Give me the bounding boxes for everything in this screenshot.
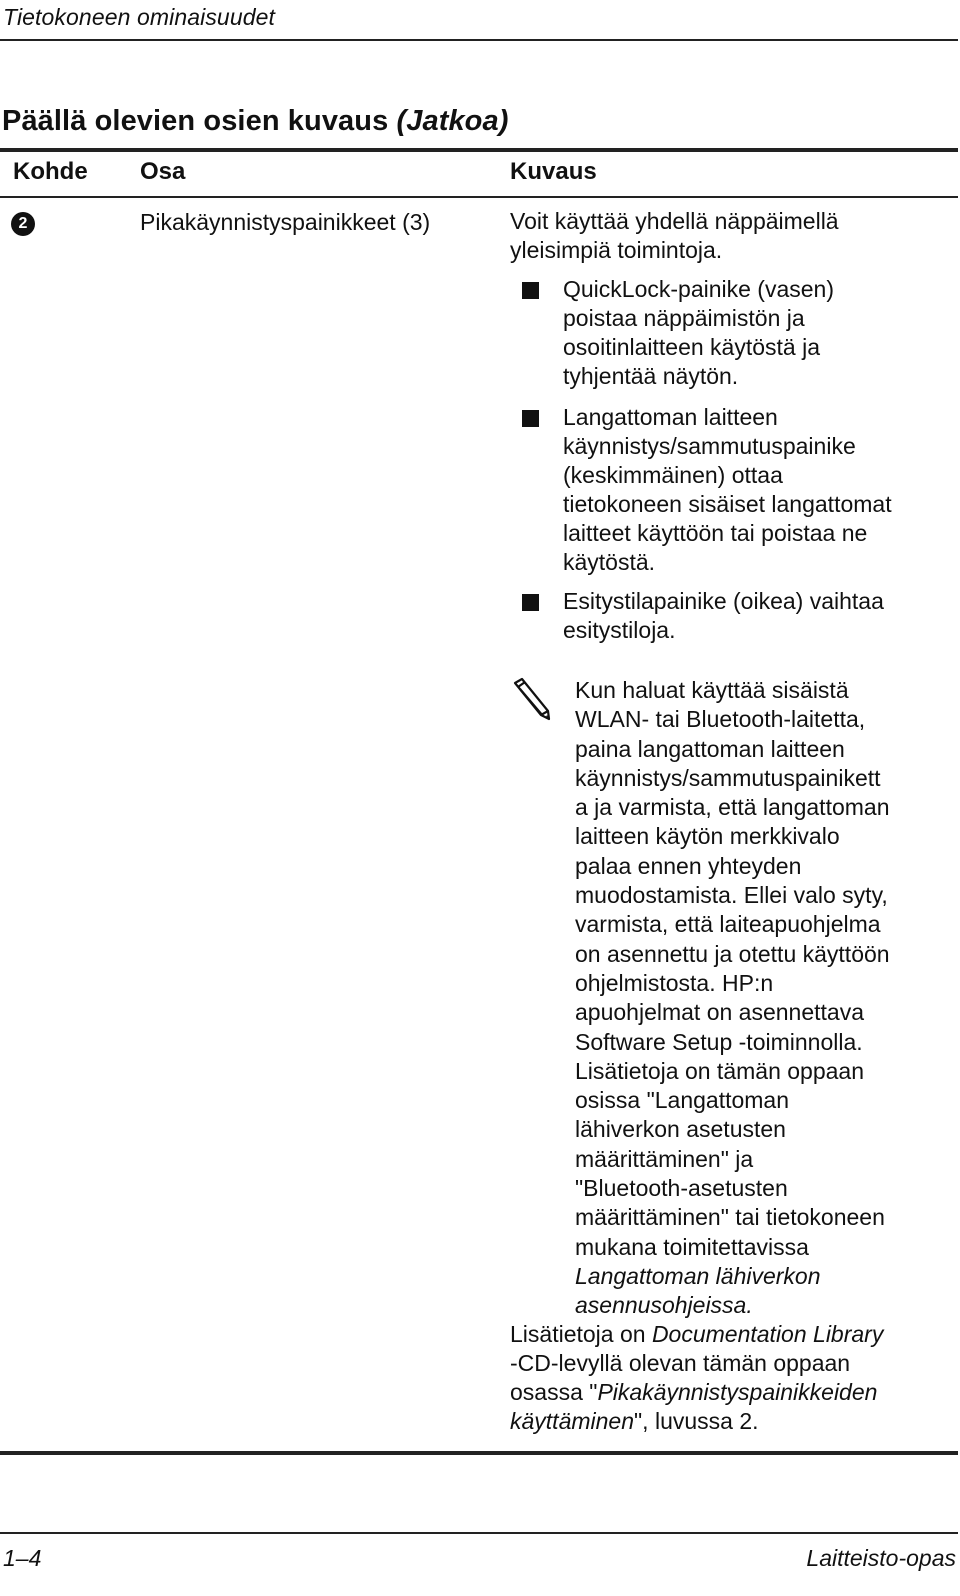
bullet-line: käytöstä.	[563, 549, 656, 575]
closing-italic-text: Pikakäynnistyspainikkeiden	[597, 1379, 878, 1405]
bullet-line: Esitystilapainike (oikea) vaihtaa	[563, 588, 884, 614]
description-intro	[510, 207, 839, 265]
bullet-item-wireless	[563, 403, 892, 577]
note-line: Lisätietoja on tämän oppaan	[575, 1057, 864, 1084]
section-title-main: Päällä olevien osien kuvaus	[2, 105, 397, 137]
closing-italic-text: käyttäminen	[510, 1408, 635, 1434]
closing-line: -CD-levyllä olevan tämän oppaan	[510, 1350, 851, 1376]
closing-line	[510, 1320, 883, 1349]
note-line: on asennettu ja otettu käyttöön	[575, 940, 890, 967]
bullet-line: QuickLock-painike (vasen)	[563, 276, 835, 302]
note-line: lähiverkon asetusten	[575, 1116, 786, 1143]
guide-title: Laitteisto-opas	[806, 1545, 956, 1571]
footer-rule	[0, 1532, 958, 1534]
note-text	[575, 676, 955, 1321]
table-top-rule	[0, 148, 958, 152]
part-name: Pikakäynnistyspainikkeet (3)	[140, 209, 431, 235]
running-head: Tietokoneen ominaisuudet	[3, 4, 275, 30]
bullet-line: tyhjentää näytön.	[563, 363, 739, 389]
header-rule	[0, 39, 958, 41]
item-number-badge: 2	[11, 212, 35, 236]
closing-text: Lisätietoja on	[510, 1321, 652, 1347]
note-line: määrittäminen" tai tietokoneen	[575, 1204, 885, 1231]
note-line: ohjelmistosta. HP:n	[575, 969, 774, 996]
square-bullet-icon	[522, 594, 539, 611]
bullet-line: käynnistys/sammutuspainike	[563, 433, 856, 459]
closing-reference	[510, 1320, 883, 1436]
closing-italic-text: Documentation Library	[651, 1321, 884, 1347]
note-line: laitteen käytön merkkivalo	[575, 823, 840, 850]
bullet-line: esitystiloja.	[563, 617, 676, 643]
note-line: varmista, että laiteapuohjelma	[575, 911, 881, 938]
section-title	[2, 105, 508, 138]
note-line: mukana toimitettavissa	[575, 1233, 809, 1260]
note-line: asennusohjeissa.	[575, 1292, 753, 1319]
square-bullet-icon	[522, 410, 539, 427]
note-line: määrittäminen" ja	[575, 1145, 754, 1172]
column-header-kuvaus: Kuvaus	[510, 158, 597, 185]
bullet-line: (keskimmäinen) ottaa	[563, 462, 783, 488]
closing-line	[510, 1378, 883, 1407]
bullet-line: tietokoneen sisäiset langattomat	[563, 491, 892, 517]
square-bullet-icon	[522, 282, 539, 299]
description-line: yleisimpiä toimintoja.	[510, 237, 723, 263]
bullet-item-presentation	[563, 587, 884, 645]
bullet-line: Langattoman laitteen	[563, 404, 778, 430]
description-line: Voit käyttää yhdellä näppäimellä	[510, 208, 839, 234]
note-line: apuohjelmat on asennettava	[575, 999, 864, 1026]
bullet-line: laitteet käyttöön tai poistaa ne	[563, 520, 868, 546]
bullet-item-quicklock	[563, 275, 834, 391]
closing-text: osassa "	[510, 1379, 598, 1405]
pencil-icon	[506, 677, 552, 723]
note-line: paina langattoman laitteen	[575, 735, 845, 762]
closing-text: ", luvussa 2.	[634, 1408, 759, 1434]
note-line: "Bluetooth-asetusten	[575, 1175, 788, 1202]
note-line: muodostamista. Ellei valo syty,	[575, 882, 888, 909]
table-header-rule	[0, 196, 958, 198]
note-line: Kun haluat käyttää sisäistä	[575, 677, 849, 703]
bullet-line: poistaa näppäimistön ja	[563, 305, 805, 331]
closing-line	[510, 1407, 883, 1436]
column-header-kohde: Kohde	[13, 158, 88, 185]
note-line: palaa ennen yhteyden	[575, 852, 802, 879]
note-line: Software Setup -toiminnolla.	[575, 1028, 863, 1055]
bullet-line: osoitinlaitteen käytöstä ja	[563, 334, 820, 360]
table-bottom-rule	[0, 1451, 958, 1455]
column-header-osa: Osa	[140, 158, 186, 185]
note-line: käynnistys/sammutuspainikett	[575, 764, 881, 791]
page-number: 1–4	[3, 1545, 42, 1571]
section-title-continued: (Jatkoa)	[396, 105, 509, 137]
note-line: osissa "Langattoman	[575, 1087, 790, 1114]
note-line: WLAN- tai Bluetooth-laitetta,	[575, 706, 866, 733]
note-line: a ja varmista, että langattoman	[575, 794, 890, 821]
note-line: Langattoman lähiverkon	[575, 1262, 821, 1289]
